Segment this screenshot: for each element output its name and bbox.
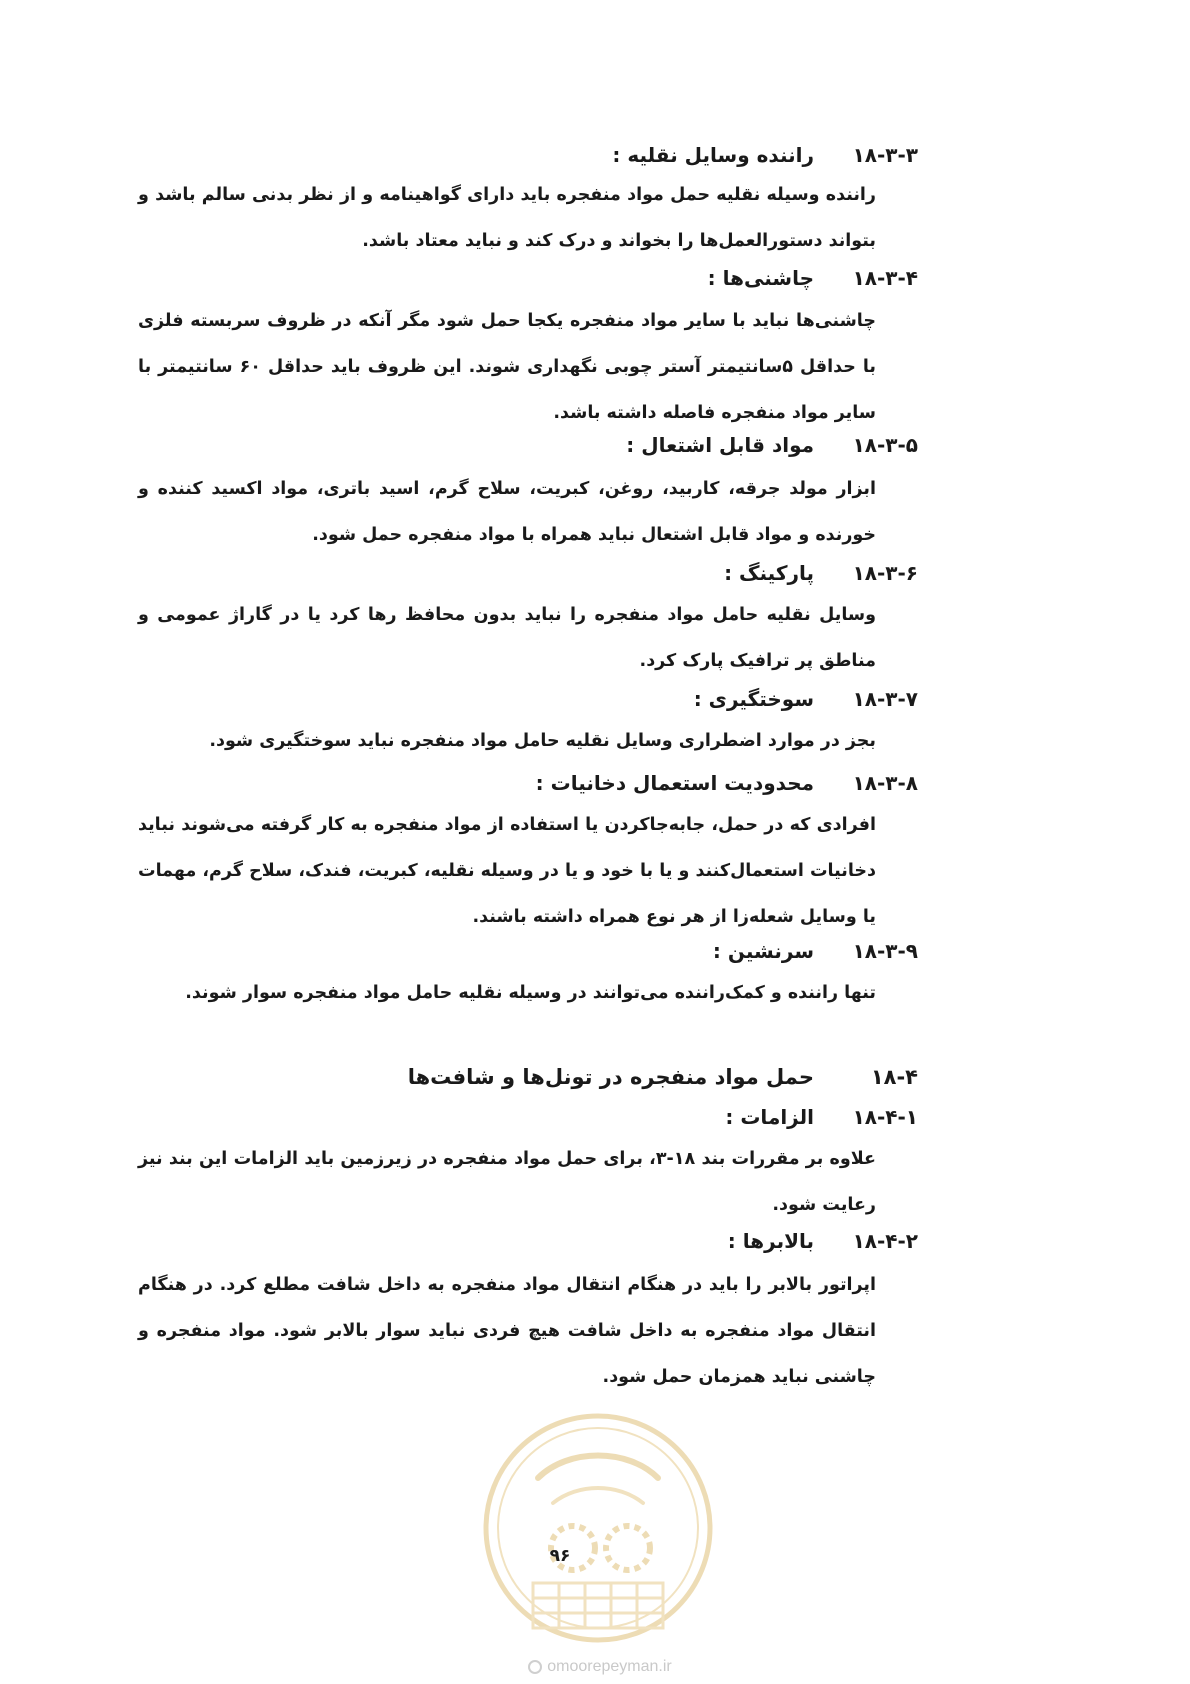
section-heading bbox=[694, 684, 918, 714]
section-title: بالابرها : bbox=[727, 1229, 814, 1253]
section-heading bbox=[725, 1102, 918, 1132]
section-heading bbox=[713, 936, 918, 966]
section-title: سرنشین : bbox=[712, 939, 814, 963]
section-number: ۱۸-۳-۶ bbox=[852, 561, 918, 585]
section-body: ابزار مولد جرقه، کاربید، روغن، کبریت، سلاح گرم، اسید باتری، مواد اکسید کننده و خورنده و مواد قابل اشتعال نباید همراه با مواد منفجره حمل شود. bbox=[138, 479, 876, 545]
section-body: افرادی که در حمل، جابه‌جاکردن یا استفاده از مواد منفجره به کار گرفته می‌شوند نباید دخانیات استعمال‌کنند و یا با خود و یا در وسیله نقلیه، کبریت، فندک، سلاح گرم، مهمات یا وسایل شعله‌زا از هر نوع همراه داشته باشند. bbox=[138, 815, 876, 927]
section-heading bbox=[626, 430, 918, 460]
page-number: ۹۶ bbox=[549, 1546, 571, 1566]
section-body: بجز در موارد اضطراری وسایل نقلیه حامل مواد منفجره نباید سوختگیری شود. bbox=[209, 731, 876, 751]
section-body: تنها راننده و کمک‌راننده می‌توانند در وسیله نقلیه حامل مواد منفجره سوار شوند. bbox=[185, 983, 876, 1003]
section-number: ۱۸-۳-۷ bbox=[852, 687, 918, 711]
section-body: علاوه بر مقررات بند ۱۸-۳، برای حمل مواد منفجره در زیرزمین باید الزامات این بند نیز رعایت شود. bbox=[138, 1149, 876, 1215]
section-body: اپراتور بالابر را باید در هنگام انتقال مواد منفجره به داخل شافت مطلع کرد. در هنگام انتقال مواد منفجره به داخل شافت هیچ فردی نباید سوار بالابر شود. مواد منفجره و چاشنی نباید همزمان حمل شود. bbox=[138, 1275, 876, 1387]
section-body: چاشنی‌ها نباید با سایر مواد منفجره یکجا حمل شود مگر آنکه در ظروف سربسته فلزی با حداقل ۵سانتیمتر آستر چوبی نگهداری شوند. این ظروف باید حداقل ۶۰ سانتیمتر با سایر مواد منفجره فاصله داشته باشد. bbox=[138, 311, 876, 423]
globe-icon bbox=[528, 1660, 542, 1674]
section-heading bbox=[708, 263, 918, 293]
section-number: ۱۸-۳-۸ bbox=[852, 771, 918, 795]
section-number: ۱۸-۴-۲ bbox=[852, 1229, 918, 1253]
chapter-heading bbox=[408, 1062, 918, 1092]
section-number: ۱۸-۳-۹ bbox=[852, 939, 918, 963]
section-body: وسایل نقلیه حامل مواد منفجره را نباید بدون محافظ رها کرد یا در گاراژ عمومی و مناطق پر ترافیک پارک کرد. bbox=[138, 605, 876, 671]
section-heading bbox=[724, 558, 918, 588]
watermark-site-text: omoorepeyman.ir bbox=[547, 1658, 672, 1675]
section-heading bbox=[536, 768, 918, 798]
watermark-site bbox=[490, 1656, 710, 1678]
section-title: راننده وسایل نقلیه : bbox=[612, 143, 814, 167]
section-number: ۱۸-۳-۳ bbox=[852, 143, 918, 167]
section-title: محدودیت استعمال دخانیات : bbox=[535, 771, 814, 795]
section-heading bbox=[728, 1226, 918, 1256]
section-title: الزامات : bbox=[725, 1105, 814, 1129]
section-title: پارکینگ : bbox=[724, 561, 814, 585]
section-number: ۱۸-۴ bbox=[870, 1065, 918, 1089]
section-title: سوختگیری : bbox=[693, 687, 814, 711]
section-number: ۱۸-۳-۵ bbox=[852, 433, 918, 457]
section-title: حمل مواد منفجره در تونل‌ها و شافت‌ها bbox=[407, 1065, 814, 1089]
watermark-logo-icon bbox=[478, 1408, 718, 1648]
section-body: راننده وسیله نقلیه حمل مواد منفجره باید دارای گواهینامه و از نظر بدنی سالم باشد و بتواند دستورالعمل‌ها را بخواند و درک کند و نباید معتاد باشد. bbox=[138, 185, 876, 251]
section-number: ۱۸-۳-۴ bbox=[852, 266, 918, 290]
section-heading bbox=[612, 140, 918, 170]
section-title: چاشنی‌ها : bbox=[707, 266, 814, 290]
section-number: ۱۸-۴-۱ bbox=[852, 1105, 918, 1129]
section-title: مواد قابل اشتعال : bbox=[626, 433, 814, 457]
